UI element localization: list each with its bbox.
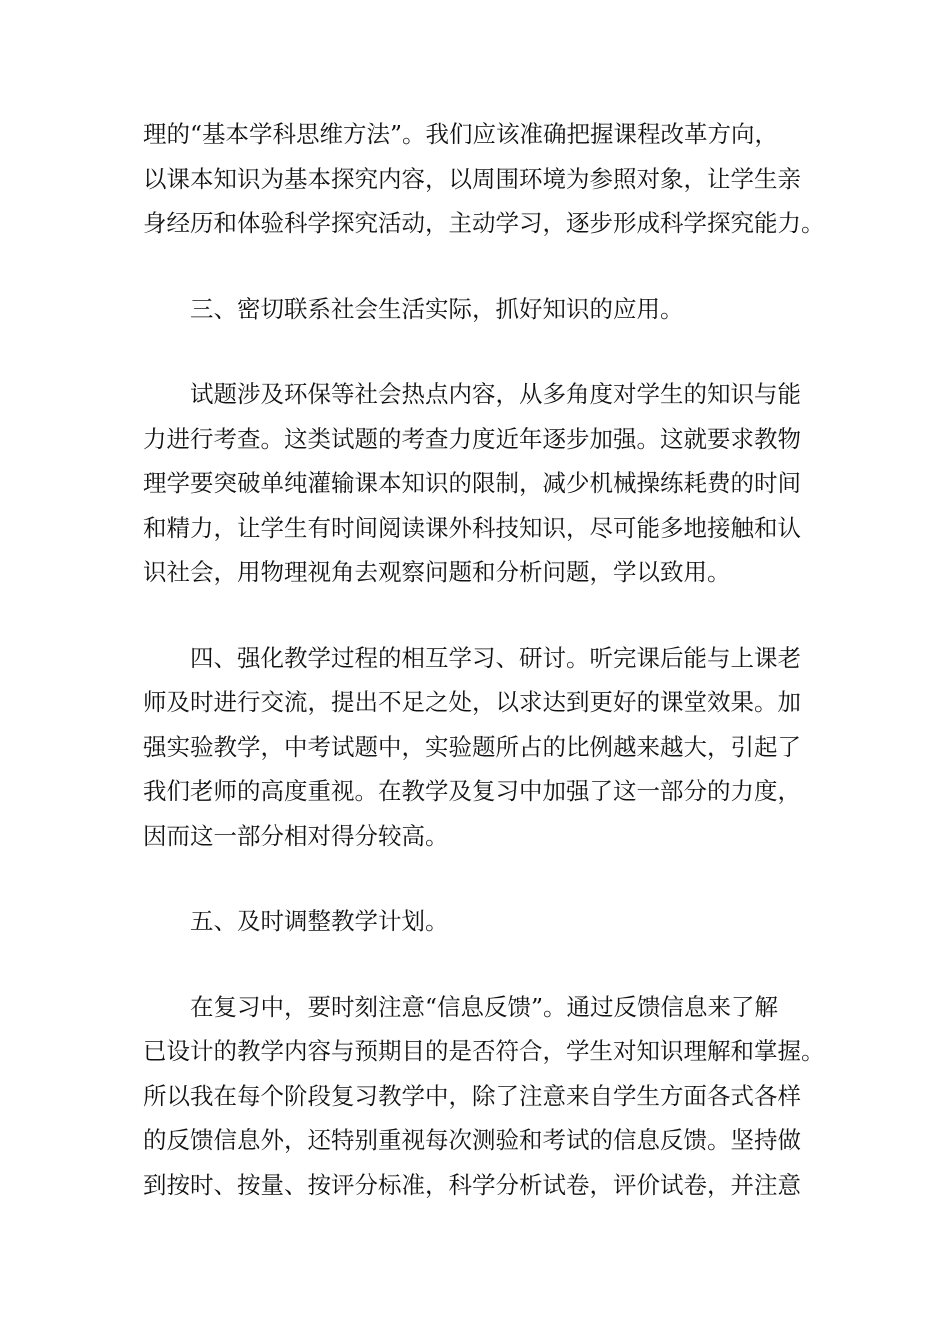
text-line: 在复习中，要时刻注意“信息反馈”。通过反馈信息来了解 <box>190 992 779 1021</box>
paragraph-spacer <box>143 331 823 372</box>
section-heading-4 <box>143 636 823 859</box>
text-line: 试题涉及环保等社会热点内容，从多角度对学生的知识与能 <box>190 380 801 408</box>
text-line: 四、强化教学过程的相互学习、研讨。听完课后能与上课老 <box>190 643 801 672</box>
text-line: 已设计的教学内容与预期目的是否符合，学生对知识理解和掌握。 <box>143 1037 825 1065</box>
paragraph-application <box>143 372 823 595</box>
text-line: 以课本知识为基本探究内容，以周围环境为参照对象，让学生亲 <box>143 164 801 193</box>
paragraph-spacer <box>143 595 823 636</box>
text-line: 身经历和体验科学探究活动，主动学习，逐步形成科学探究能力。 <box>143 209 825 237</box>
text-line: 识社会，用物理视角去观察问题和分析问题，学以致用。 <box>143 558 731 586</box>
paragraph-feedback <box>143 985 823 1208</box>
text-line: 师及时进行交流，提出不足之处，以求达到更好的课堂效果。加 <box>143 688 801 716</box>
section-heading-5 <box>143 899 823 944</box>
text-line: 因而这一部分相对得分较高。 <box>143 821 449 850</box>
paragraph-spacer <box>143 246 823 287</box>
paragraph-continued <box>143 112 823 246</box>
text-line: 理的“基本学科思维方法”。我们应该准确把握课程改革方向， <box>143 120 779 148</box>
text-line: 到按时、按量、按评分标准，科学分析试卷，评价试卷，并注意 <box>143 1170 801 1199</box>
text-line: 我们老师的高度重视。在教学及复习中加强了这一部分的力度， <box>143 777 801 805</box>
text-line: 强实验教学，中考试题中，实验题所占的比例越来越大，引起了 <box>143 732 801 761</box>
text-line: 理学要突破单纯灌输课本知识的限制，减少机械操练耗费的时间 <box>143 469 801 497</box>
heading-line: 三、密切联系社会生活实际，抓好知识的应用。 <box>190 294 684 323</box>
text-line: 的反馈信息外，还特别重视每次测验和考试的信息反馈。坚持做 <box>143 1126 801 1154</box>
section-heading-3 <box>143 287 823 332</box>
text-line: 所以我在每个阶段复习教学中，除了注意来自学生方面各式各样 <box>143 1081 801 1110</box>
text-line: 力进行考查。这类试题的考查力度近年逐步加强。这就要求教物 <box>143 424 801 453</box>
text-line: 和精力，让学生有时间阅读课外科技知识，尽可能多地接触和认 <box>143 513 801 542</box>
heading-line: 五、及时调整教学计划。 <box>190 907 449 935</box>
paragraph-spacer <box>143 944 823 985</box>
document-body <box>143 112 823 1207</box>
paragraph-spacer <box>143 858 823 899</box>
